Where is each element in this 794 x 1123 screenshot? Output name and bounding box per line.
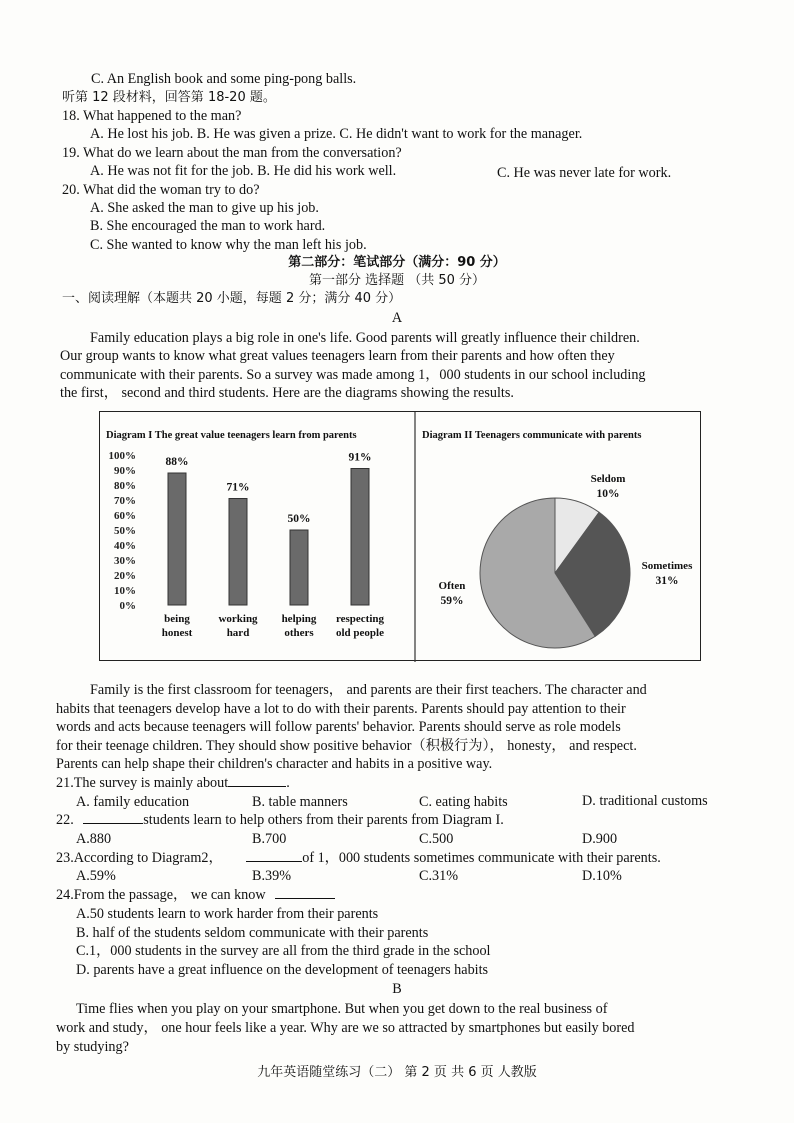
section-one-heading: 第一部分 选择题 （共 50 分） [308, 273, 486, 288]
question-23 [56, 849, 661, 867]
question-21 [56, 774, 290, 792]
part-two-heading: 第二部分：笔试部分（满分：90 分） [288, 255, 506, 270]
pie-slice-value-label: 10% [596, 488, 620, 500]
pie-slice-label: Often [438, 580, 466, 592]
question-24 [56, 886, 335, 904]
passage-a-label: A [391, 310, 403, 326]
pie-slice-label: Seldom [590, 473, 626, 485]
question-20-option-c: C. She wanted to know why the man left his job. [90, 237, 367, 253]
x-category-label: respecting [335, 613, 385, 625]
diagrams-svg [100, 412, 702, 662]
question-23-option-a: A.59% [76, 868, 116, 884]
pie-chart-title: Diagram II Teenagers communicate with parents [422, 430, 642, 441]
y-tick-label: 60% [114, 510, 136, 522]
x-category-label: working [218, 613, 258, 625]
paragraph-3-line-1: Time flies when you play on your smartphone. But when you get down to the real business of [76, 1001, 608, 1017]
paragraph-3-line-2: work and study， one hour feels like a year. Why are we so attracted by smartphones but easily bored [56, 1020, 635, 1036]
question-21-end: . [286, 775, 290, 791]
question-21-option-d: D. traditional customs [582, 793, 708, 809]
question-23-prefix: 23.According to Diagram2， [56, 850, 223, 866]
question-22-stem: students learn to help others from their parents from Diagram I. [143, 812, 504, 828]
question-22-option-b: B.700 [252, 831, 287, 847]
bar-value-label: 71% [226, 481, 250, 494]
y-tick-label: 10% [114, 585, 136, 597]
question-20-option-b: B. She encouraged the man to work hard. [90, 218, 326, 234]
question-21-stem: 21.The survey is mainly about [56, 775, 229, 791]
bar [351, 469, 369, 606]
paragraph-3-line-3: by studying? [56, 1039, 129, 1055]
answer-blank [275, 886, 335, 899]
option-17c: C. An English book and some ping-pong balls. [91, 71, 357, 87]
y-tick-label: 100% [108, 450, 136, 462]
paragraph-1-line-1: Family education plays a big role in one's life. Good parents will greatly influence their children. [90, 330, 640, 346]
reading-heading: 一、阅读理解（本题共 20 小题，每题 2 分；满分 40 分） [62, 291, 402, 306]
y-tick-label: 90% [114, 465, 136, 477]
paragraph-2-line-1: Family is the first classroom for teenagers， and parents are their first teachers. The character and [90, 682, 647, 698]
question-24-option-a: A.50 students learn to work harder from their parents [76, 906, 379, 922]
bar [290, 530, 308, 605]
answer-blank [246, 849, 302, 862]
question-22-number: 22. [56, 812, 74, 828]
listening-instruction: 听第 12 段材料，回答第 18-20 题。 [62, 90, 276, 105]
paragraph-2-line-3: words and acts because teenagers will follow parents' behavior. Parents should serve as role models [56, 719, 621, 735]
question-22-option-d: D.900 [582, 831, 618, 847]
paragraph-1-line-4: the first， second and third students. Here are the diagrams showing the results. [60, 385, 514, 401]
question-23-option-b: B.39% [252, 868, 292, 884]
question-24-option-d: D. parents have a great influence on the development of teenagers habits [76, 962, 489, 978]
x-category-label: being [164, 613, 190, 625]
paragraph-2-line-4: for their teenage children. They should show positive behavior（积极行为）， honesty， and respect. [56, 738, 637, 754]
question-21-option-c: C. eating habits [419, 794, 508, 810]
y-tick-label: 30% [114, 555, 136, 567]
pie-slice-value-label: 59% [440, 595, 464, 607]
pie-slice-value-label: 31% [655, 575, 679, 587]
y-tick-label: 70% [114, 495, 136, 507]
x-category-label: helping [281, 613, 317, 625]
question-22-option-c: C.500 [419, 831, 454, 847]
question-18: 18. What happened to the man? [62, 108, 242, 124]
question-19-option-c: C. He was never late for work. [497, 165, 672, 181]
y-tick-label: 20% [114, 570, 136, 582]
pie-slice-label: Sometimes [641, 560, 693, 572]
bar [229, 499, 247, 606]
question-22 [56, 811, 504, 829]
x-category-label: honest [161, 627, 193, 639]
bar-value-label: 91% [348, 451, 372, 464]
paragraph-1-line-2: Our group wants to know what great values teenagers learn from their parents and how often they [60, 348, 615, 364]
x-category-label: others [284, 627, 314, 639]
y-tick-label: 50% [114, 525, 136, 537]
bar-value-label: 88% [165, 456, 189, 468]
paragraph-2-line-5: Parents can help shape their children's character and habits in a positive way. [56, 756, 493, 772]
y-tick-label: 40% [114, 540, 136, 552]
paragraph-1-line-3: communicate with their parents. So a survey was made among 1，000 students in our school including [60, 367, 646, 383]
question-22-option-a: A.880 [76, 831, 112, 847]
question-18-options: A. He lost his job. B. He was given a prize. C. He didn't want to work for the manager. [90, 126, 583, 142]
question-20: 20. What did the woman try to do? [62, 182, 260, 198]
question-21-option-b: B. table manners [252, 794, 348, 810]
question-24-stem: 24.From the passage， we can know [56, 887, 266, 903]
question-23-option-d: D.10% [582, 868, 622, 884]
question-23-option-c: C.31% [419, 868, 459, 884]
bar-chart-title: Diagram I The great value teenagers learn from parents [106, 430, 357, 441]
answer-blank [83, 811, 143, 824]
question-23-stem: of 1，000 students sometimes communicate with their parents. [302, 850, 661, 866]
y-tick-label: 0% [119, 600, 136, 612]
diagrams-figure [99, 411, 701, 661]
answer-blank [228, 774, 286, 787]
y-tick-label: 80% [114, 480, 136, 492]
question-24-option-c: C.1，000 students in the survey are all from the third grade in the school [76, 943, 491, 959]
bar [168, 473, 186, 605]
paragraph-2-line-2: habits that teenagers develop have a lot to do with their parents. Parents should pay attention to their [56, 701, 626, 717]
passage-b-label: B [392, 981, 402, 997]
page-footer: 九年英语随堂练习（二） 第 2 页 共 6 页 人教版 [257, 1065, 537, 1080]
question-19-options-ab: A. He was not fit for the job. B. He did his work well. [90, 163, 397, 179]
question-21-option-a: A. family education [76, 794, 190, 810]
question-20-option-a: A. She asked the man to give up his job. [90, 200, 319, 216]
x-category-label: old people [336, 627, 384, 639]
bar-value-label: 50% [287, 513, 311, 525]
question-24-option-b: B. half of the students seldom communicate with their parents [76, 925, 429, 941]
question-19: 19. What do we learn about the man from the conversation? [62, 145, 402, 161]
x-category-label: hard [226, 627, 250, 639]
